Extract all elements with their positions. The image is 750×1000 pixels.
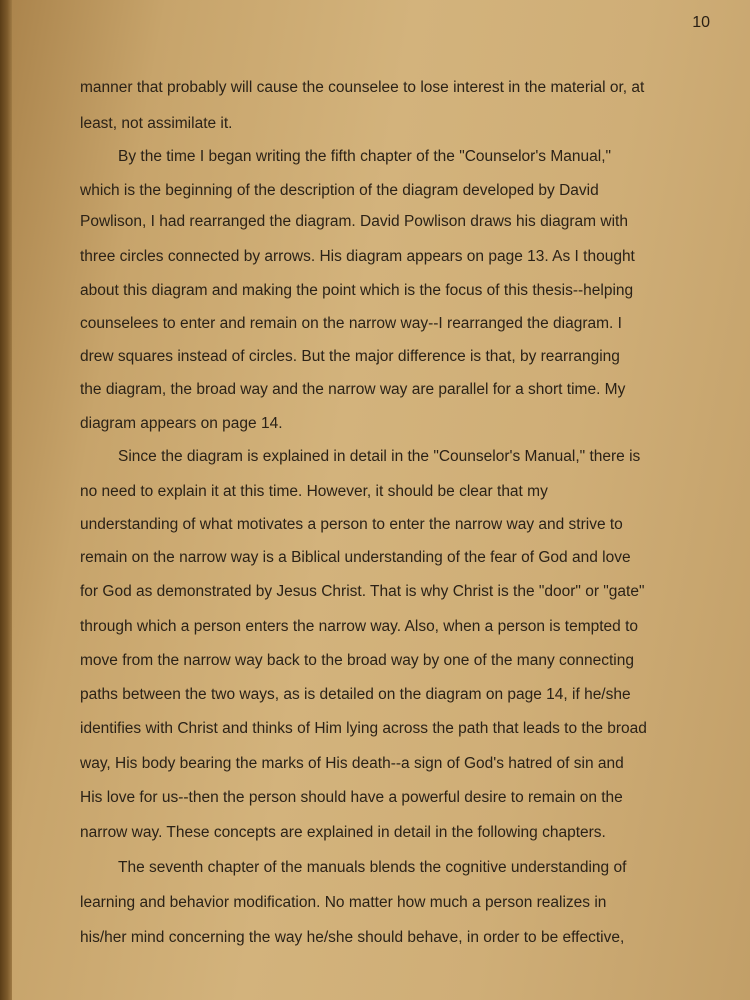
body-line: By the time I began writing the fifth chapter of the "Counselor's Manual," [118, 148, 612, 165]
body-line: his/her mind concerning the way he/she should behave, in order to be effective, [80, 929, 625, 946]
page-edge [0, 0, 12, 1000]
body-line: learning and behavior modification. No matter how much a person realizes in [80, 894, 607, 911]
body-line: identifies with Christ and thinks of Him lying across the path that leads to the broad [80, 720, 647, 737]
body-line: three circles connected by arrows. His diagram appears on page 13. As I thought [80, 248, 635, 265]
body-line: through which a person enters the narrow way. Also, when a person is tempted to [80, 618, 639, 635]
body-line: Powlison, I had rearranged the diagram. David Powlison draws his diagram with [80, 213, 628, 230]
body-line: way, His body bearing the marks of His death--a sign of God's hatred of sin and [80, 755, 624, 772]
body-line: for God as demonstrated by Jesus Christ. That is why Christ is the "door" or "gate" [80, 583, 645, 600]
body-line: no need to explain it at this time. However, it should be clear that my [80, 483, 548, 500]
body-line: understanding of what motivates a person to enter the narrow way and strive to [80, 516, 623, 533]
page-number: 10 [692, 14, 710, 31]
body-line: paths between the two ways, as is detailed on the diagram on page 14, if he/she [80, 686, 631, 703]
body-line: counselees to enter and remain on the narrow way--I rearranged the diagram. I [80, 315, 622, 332]
body-line: least, not assimilate it. [80, 115, 233, 132]
body-line: about this diagram and making the point which is the focus of this thesis--helping [80, 282, 634, 299]
body-line: His love for us--then the person should have a powerful desire to remain on the [80, 789, 623, 806]
body-line: narrow way. These concepts are explained in detail in the following chapters. [80, 824, 606, 841]
body-line: Since the diagram is explained in detail in the "Counselor's Manual," there is [118, 448, 641, 465]
body-line: manner that probably will cause the counselee to lose interest in the material or, at [80, 79, 645, 96]
body-line: which is the beginning of the description of the diagram developed by David [80, 182, 599, 199]
body-line: diagram appears on page 14. [80, 415, 283, 432]
body-line: drew squares instead of circles. But the major difference is that, by rearranging [80, 348, 620, 365]
body-line: remain on the narrow way is a Biblical understanding of the fear of God and love [80, 549, 631, 566]
body-line: move from the narrow way back to the broad way by one of the many connecting [80, 652, 634, 669]
body-line: the diagram, the broad way and the narrow way are parallel for a short time. My [80, 381, 626, 398]
body-line: The seventh chapter of the manuals blends the cognitive understanding of [118, 859, 627, 876]
